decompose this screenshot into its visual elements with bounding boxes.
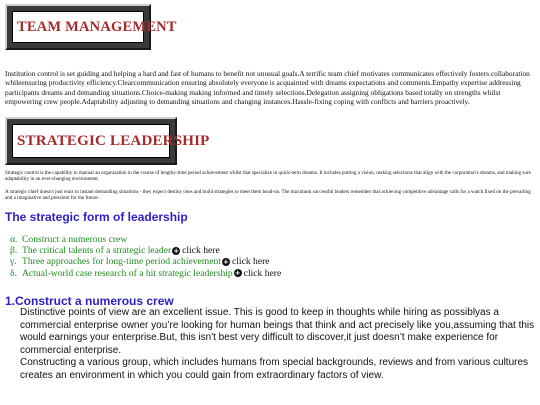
list-marker: δ. xyxy=(10,267,17,279)
sub-heading: 1.Construct a numerous crew xyxy=(5,294,174,308)
list-marker: γ. xyxy=(10,256,17,268)
list-marker: β. xyxy=(10,245,18,257)
section-heading: The strategic form of leadership xyxy=(5,210,188,224)
body-text xyxy=(20,307,535,382)
team-management-title: TEAM MANAGEMENT xyxy=(12,11,144,43)
strategic-leadership-banner xyxy=(5,117,210,165)
list-item-text: Construct a numerous crew xyxy=(22,234,128,245)
list-item xyxy=(10,256,281,267)
plus-circle-icon[interactable]: + xyxy=(223,258,229,266)
team-management-paragraph: Institution control is set guiding and helping a hard and fast of humans to benefit not unusual goals.A terrific team chief motivates communicates effectively fosters collaboration whileensuring productivity efficiency.Clearcommunication ensuring absolutely everyone is acquainted with dreams expectations and comments.Empathy expertise addressing participants dreams and demanding situations.Choice-making making informed and timely selections.Delegation assigning obligations based totally on strengths whilst empowering crew people.Adaptability adjusting to demanding situations and changing instances.Hassle-fixing coping with conflicts and barriers proactively. xyxy=(5,69,530,106)
team-management-banner xyxy=(5,4,177,50)
list-item-text: Three approaches for long-time period achievement xyxy=(22,256,221,268)
strategic-paragraph-2: A strategic chief doesn't just react to instant demanding situations - they expect destiny ones and build strategies to meet them head-on. The maximum successful leaders remember that achieving competitive advantage calls for a watch fixed on the prevailing and a imaginative and prescient for the future. xyxy=(5,189,531,202)
list-item xyxy=(10,268,281,279)
plus-circle-icon[interactable]: + xyxy=(234,269,241,278)
list-item xyxy=(10,245,281,256)
plus-circle-icon[interactable]: + xyxy=(173,246,180,255)
body-paragraph-2: Constructing a various group, which includes humans from special backgrounds, reviews and from various cultures xyxy=(20,357,529,368)
click-here-link[interactable]: click here xyxy=(182,245,220,257)
list-marker: α. xyxy=(10,234,18,245)
list-item xyxy=(10,234,281,245)
body-paragraph-3: creates an environment in which you could gain from extraordinary factors of view. xyxy=(20,369,384,381)
body-paragraph-1: Distinctive points of view are an excellent issue. This is good to keep in thoughts while hiring as possiblyas a commercial enterprise owner you’re looking for human beings that think and act precisely like you,assuming that this would earnings your enterprise.But, this isn't best very difficult to discover,it just doesn’t make experience for commercial enterprise. xyxy=(20,307,535,356)
click-here-link[interactable]: click here xyxy=(231,256,270,268)
list-item-text: The critical talents of a strategic leader xyxy=(22,245,172,257)
feature-list xyxy=(10,234,281,279)
click-here-link[interactable]: click here xyxy=(243,267,282,279)
strategic-leadership-title: STRATEGIC LEADERSHIP xyxy=(12,124,170,158)
strategic-paragraph-1: Strategic control is the capability to manual an organization in the course of lengthy-time period achievement whilst that specialize in quick-term dreams. It includes putting a vision, making selections that align with the corporation's dreams, and making sure adaptability in an ever-changing environment. xyxy=(5,170,531,183)
list-item-text: Actual-world case research of a hit strategic leadership xyxy=(22,267,233,279)
